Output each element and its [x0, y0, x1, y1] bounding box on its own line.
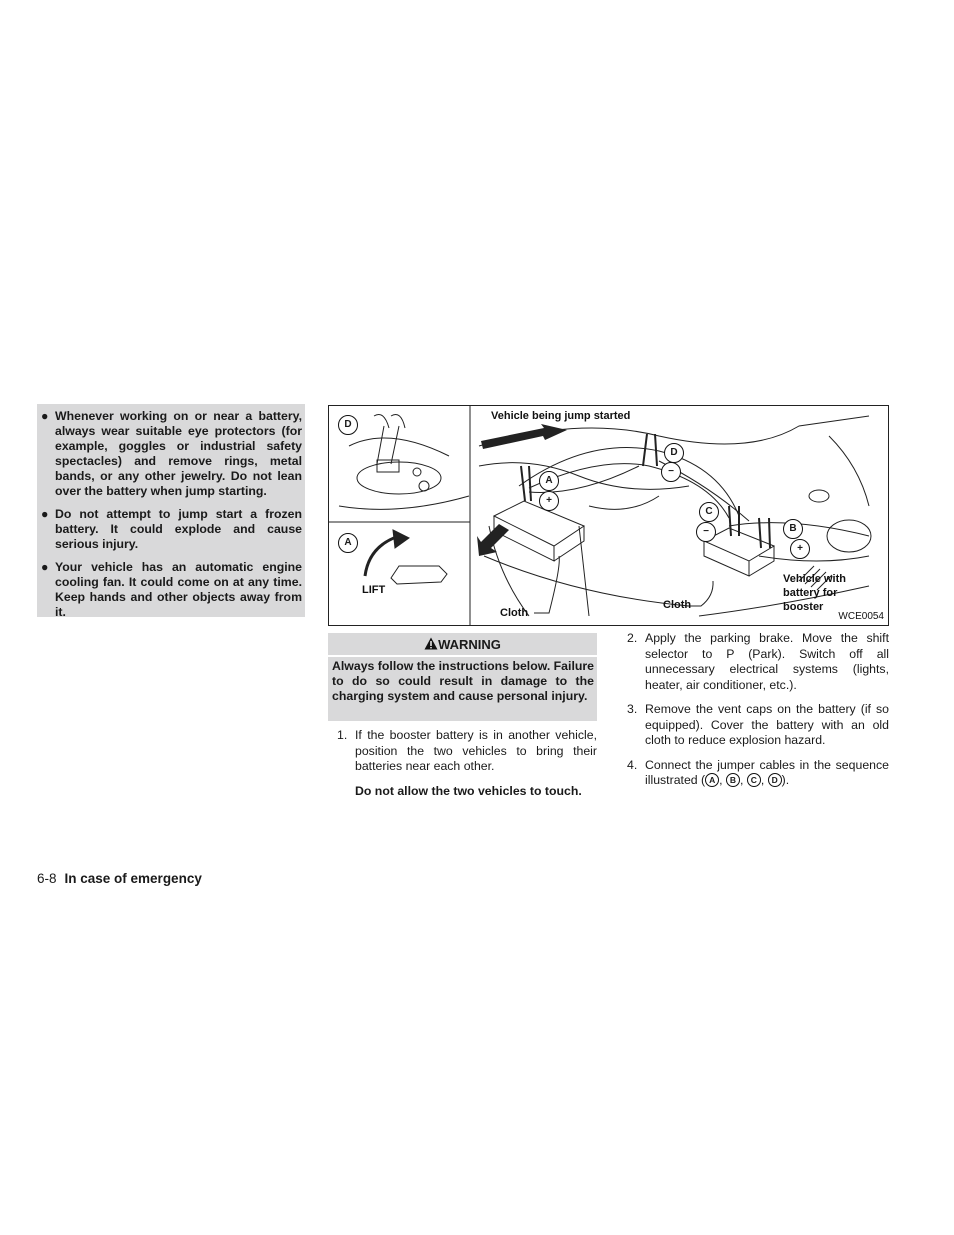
label-vehicle-booster-1: Vehicle with — [783, 573, 846, 585]
warning-body: Always follow the instructions below. Failure to do so could result in damage to the charging system and cause personal injury. — [328, 657, 597, 721]
step-text: If the booster battery is in another vehicle, position the two vehicles to bring their batteries near each other. — [355, 728, 597, 773]
warning-header — [328, 633, 597, 655]
step-item — [627, 631, 889, 693]
caution-text: Do not attempt to jump start a frozen battery. It could explode and cause serious injury. — [55, 507, 302, 551]
label-d-inset: D — [338, 415, 358, 435]
step-end: ). — [781, 773, 790, 787]
label-d-main: D — [664, 443, 684, 463]
separator: , — [719, 773, 726, 787]
label-cloth-left: Cloth — [500, 607, 529, 619]
section-title: In case of emergency — [64, 871, 202, 886]
page-number: 6-8 — [37, 871, 57, 886]
circled-a: A — [705, 773, 719, 787]
bullet-icon: ● — [41, 409, 49, 423]
step-text: Remove the vent caps on the battery (if so equipped). Cover the battery with an old cloth to reduce explosion hazard. — [645, 702, 889, 747]
label-b-main: B — [783, 519, 803, 539]
separator: , — [760, 773, 768, 787]
minus-icon: − — [696, 522, 716, 542]
label-vehicle-jump-started: Vehicle being jump started — [491, 410, 631, 422]
separator: , — [739, 773, 747, 787]
step-number: 2. — [627, 631, 638, 645]
label-lift: LIFT — [362, 584, 386, 596]
step-number: 4. — [627, 757, 638, 772]
label-c-main: C — [699, 502, 719, 522]
bullet-icon: ● — [41, 560, 49, 574]
plus-icon: + — [539, 491, 559, 511]
circled-b: B — [726, 773, 740, 787]
page-footer — [37, 871, 202, 886]
step-item — [337, 728, 597, 775]
step-item — [627, 702, 889, 749]
label-vehicle-booster-2: battery for — [783, 587, 838, 599]
label-cloth-right: Cloth — [663, 599, 692, 611]
label-a-main: A — [539, 471, 559, 491]
caution-item — [41, 560, 302, 620]
minus-icon: − — [661, 462, 681, 482]
steps-right — [627, 631, 889, 798]
steps-middle — [337, 728, 597, 799]
step-text: Connect the jumper cables in the sequence illustrated ( — [645, 757, 889, 787]
caution-text: Whenever working on or near a battery, always wear suitable eye protectors (for example, goggles or industrial safety spectacles) and remove rings, metal bands, or any other jewelry. Do not lean over the battery when jump starting. — [55, 409, 302, 498]
label-a-inset: A — [338, 533, 358, 553]
figure-code: WCE0054 — [838, 611, 884, 622]
step-item — [627, 758, 889, 789]
warning-triangle-icon — [424, 637, 438, 650]
circled-c: C — [747, 773, 761, 787]
caution-item — [41, 507, 302, 552]
step-note: Do not allow the two vehicles to touch. — [355, 783, 582, 798]
jump-start-illustration — [328, 405, 889, 626]
circled-d: D — [768, 773, 782, 787]
label-vehicle-booster-3: booster — [783, 601, 824, 613]
step-number: 1. — [337, 728, 348, 742]
caution-box — [37, 404, 305, 617]
step-text: Apply the parking brake. Move the shift selector to P (Park). Switch off all unnecessary electrical systems (lights, heater, air conditioner, etc.). — [645, 631, 889, 692]
warning-title: WARNING — [438, 637, 501, 652]
caution-text: Your vehicle has an automatic engine cooling fan. It could come on at any time. Keep hands and other objects away from it. — [55, 560, 302, 619]
bullet-icon: ● — [41, 507, 49, 521]
plus-icon: + — [790, 539, 810, 559]
step-number: 3. — [627, 702, 638, 716]
caution-item — [41, 409, 302, 499]
